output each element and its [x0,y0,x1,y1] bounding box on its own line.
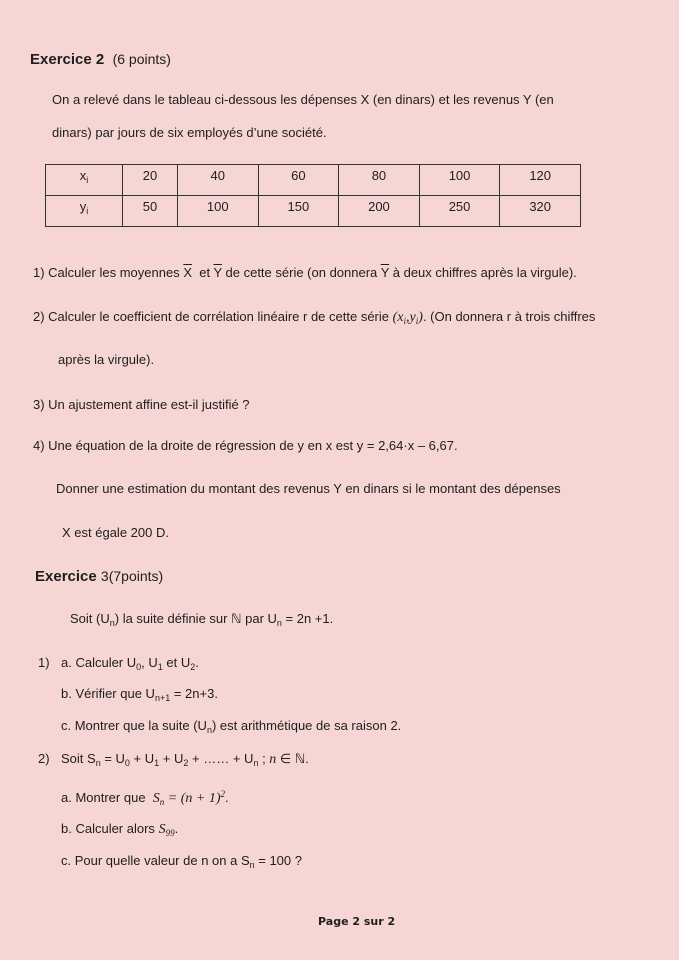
intro-a: Soit (U [70,611,110,626]
q2c-text-a: c. Pour quelle valeur de n on a S [61,853,250,868]
formula-rhs: = (n + 1) [164,791,221,806]
x-value-cell: 100 [419,165,500,196]
ex3-q1c [61,718,401,733]
intro-sub-n2: n [276,618,282,628]
q2-text-c: + U [129,751,155,766]
ex3-q1a [61,655,199,670]
ex3-q2c [61,853,302,868]
x-bar-symbol: $\overline{X}$ [183,265,192,280]
y-value-cell: 150 [258,196,339,227]
sub-1-b: 1 [154,758,160,768]
ex2-question-3: 3) Un ajustement affine est-il justifié ? [33,397,250,412]
q1a-text-c: et U [162,655,191,670]
y-value-cell: 100 [177,196,258,227]
exercise-2-title: Exercice 2 [30,51,105,68]
exercise-3-heading [35,568,163,585]
pair-close: ) [418,310,423,325]
sub-n-c: n [249,860,255,870]
y-header-cell [46,196,123,227]
x-value-cell: 60 [258,165,339,196]
q2a-end: . [225,790,229,805]
q1a-text-b: , U [141,655,158,670]
x-header-cell [46,165,123,196]
y-label: y [79,199,87,214]
sub-2: 2 [190,662,196,672]
ex3-q2b: b. Calculer alors $S_{99}$. [61,821,179,838]
x-sub: i [86,175,89,185]
q1c-text-a: c. Montrer que la suite (U [61,718,207,733]
intro-c: = 2n +1. [281,611,334,626]
sub-n1: n+1 [154,693,171,703]
exercise-3-points: (7points) [108,568,164,584]
q2a-text: a. Montrer que [61,790,146,805]
q2a-formula [153,791,225,806]
exercise-3-number: 3 [100,568,109,584]
q2-text-b: . (On donnera r à trois chiffres [422,309,596,324]
intro-sub-n: n [109,618,115,628]
q2-text-d: + U [159,751,184,766]
y-bar-symbol-2: $\overline{Y}$ [380,265,390,280]
exercise-2-intro-line2: dinars) par jours de six employés d’une société. [52,125,327,140]
ex3-q1-number: 1) [38,655,50,670]
pair-xy [393,310,423,325]
sub-99: 99 [165,828,175,838]
y-value-cell: 250 [419,196,500,227]
intro-b: ) la suite définie sur ℕ par U [114,611,277,626]
y-sub: i [86,206,89,216]
pair-y: ,y [406,310,416,325]
q1a-text-d: . [195,655,199,670]
sup-2: 2 [220,789,225,799]
ex2-question-2-cont: après la virgule). [58,352,155,367]
ex2-question-4-line3: X est égale 200 D. [62,525,169,540]
q2-text-a: Soit S [61,751,96,766]
pair-sub-i: i [403,316,407,326]
x-value-cell: 20 [123,165,178,196]
q2-text-g: ∈ ℕ. [276,751,309,766]
table-row-x [46,165,581,196]
ex2-question-1 [33,265,577,280]
x-value-cell: 120 [500,165,581,196]
q1-text-d: à deux chiffres après la virgule). [392,265,577,280]
pair-sub-i2: i [415,316,419,326]
x-label: x [79,168,87,183]
n-variable: n [269,752,277,767]
q1-text-a: 1) Calculer les moyennes [33,265,180,280]
ex2-question-4: 4) Une équation de la droite de régression de y en x est y = 2,64·x – 6,67. [33,438,458,453]
ex3-q1b [61,686,218,701]
sub-n-s: n [95,758,101,768]
sub-n-u: n [253,758,259,768]
exercise-2-intro-line1: On a relevé dans le tableau ci-dessous les dépenses X (en dinars) et les revenus Y (en [52,92,554,107]
ex3-intro [70,611,333,627]
table-row-y [46,196,581,227]
sub-2-b: 2 [183,758,189,768]
sub-0-b: 0 [124,758,130,768]
q1a-text-a: a. Calculer U [61,655,137,670]
ex2-question-4-line2: Donner une estimation du montant des revenus Y en dinars si le montant des dépenses [56,481,561,496]
x-value-cell: 40 [177,165,258,196]
data-table [45,164,581,227]
ex3-q2a [61,790,229,807]
pair-x: (x [392,310,404,325]
y-value-cell: 320 [500,196,581,227]
q1-text-b: et [199,265,211,280]
x-value-cell: 80 [339,165,420,196]
q2b-text: b. Calculer alors [61,821,155,836]
ex3-q2 [61,751,309,768]
q2-text-e: + …… + U [188,751,254,766]
q2-text-f: ; [258,751,270,766]
page-number: Page 2 sur 2 [318,915,396,928]
exercise-3-title: Exercice [35,568,97,585]
ex3-q2-number: 2) [38,751,50,766]
y-value-cell: 50 [123,196,178,227]
y-value-cell: 200 [339,196,420,227]
q2-text-a: 2) Calculer le coefficient de corrélation linéaire r de cette série [33,309,389,324]
q1-text-c: de cette série (on donnera [225,265,378,280]
s99 [159,822,175,837]
s-symbol: S [152,791,160,806]
q1c-text-b: ) est arithmétique de sa raison 2. [211,718,402,733]
sub-n: n [206,725,212,735]
sub-n-f: n [159,797,165,807]
sub-0: 0 [136,662,142,672]
q2c-text-b: = 100 ? [254,853,302,868]
q1b-text-a: b. Vérifier que U [61,686,155,701]
q2-text-b: = U [100,751,125,766]
exercise-2-points: (6 points) [112,51,171,67]
ex2-question-2 [33,309,595,326]
s99-symbol: S [158,822,166,837]
y-bar-symbol: $\overline{Y}$ [213,265,222,280]
sub-1: 1 [157,662,163,672]
exercise-2-heading [30,51,171,68]
q1b-text-b: = 2n+3. [170,686,218,701]
